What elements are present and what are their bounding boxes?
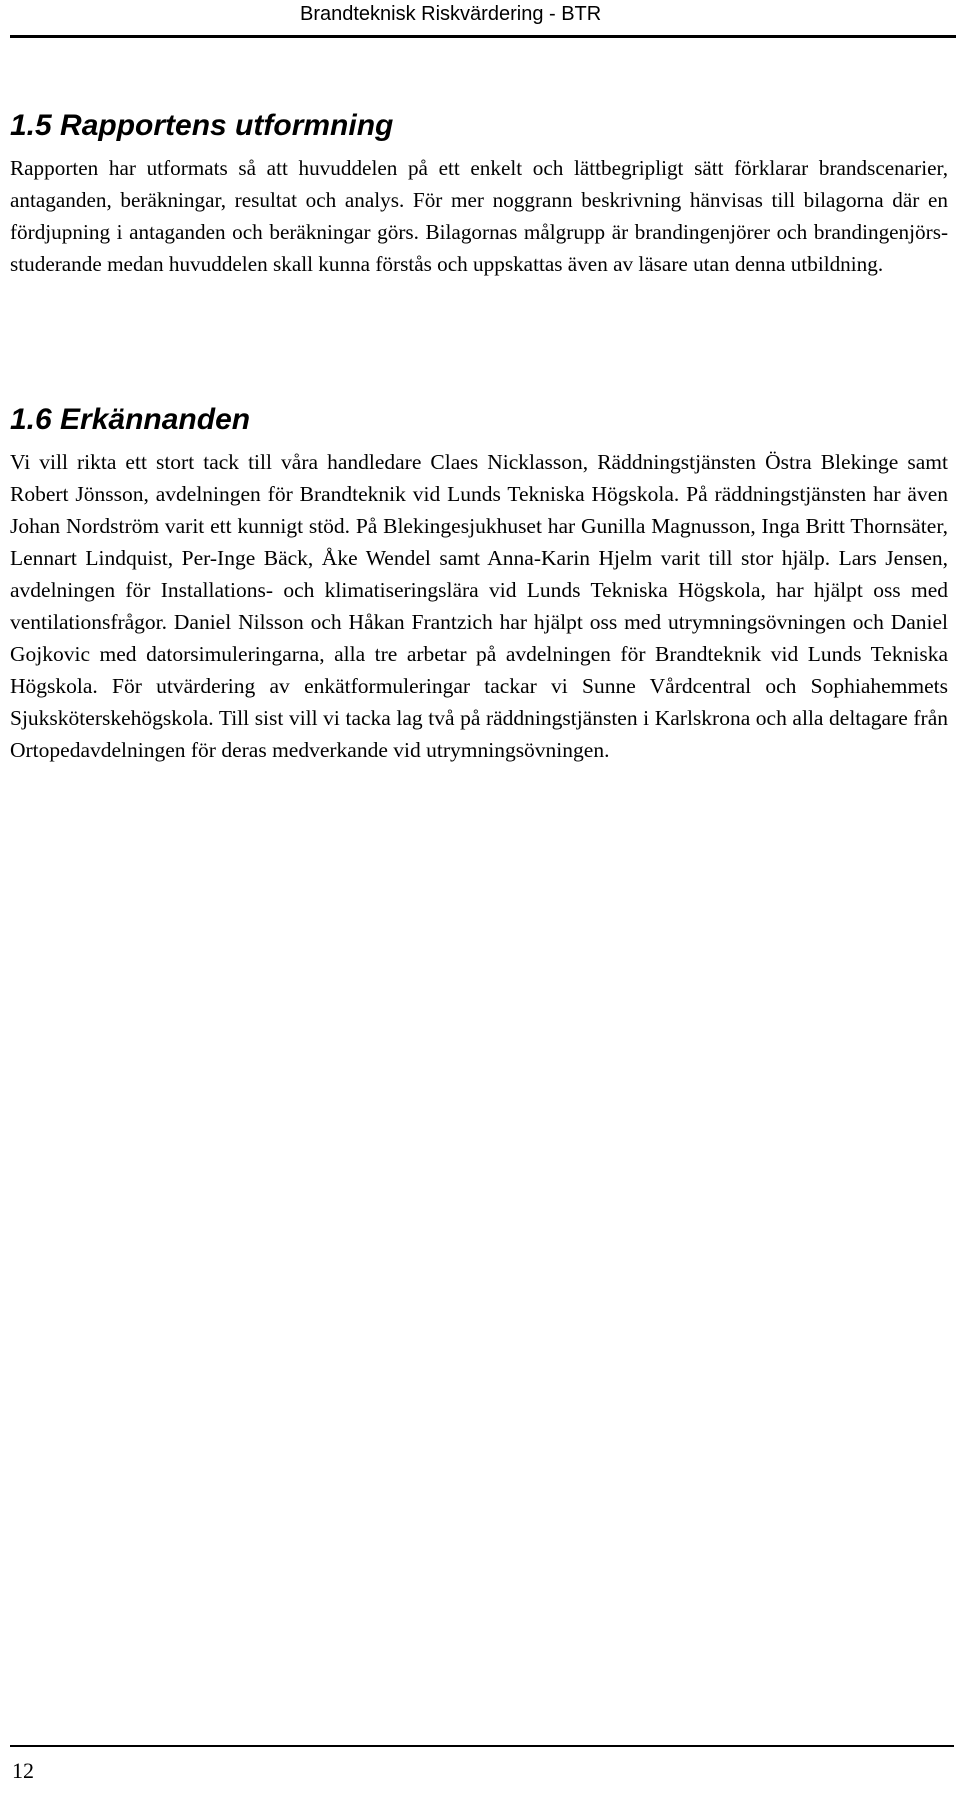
footer-rule xyxy=(10,1745,954,1747)
section-body-rapportens-utformning: Rapporten har utformats så att huvuddelen på ett enkelt och lättbegripligt sätt förklarar brandscenarier, antaganden, beräkningar, resultat och analys. För mer noggrann beskrivning hänvisas till bilagorna där en fördjupning i antaganden och beräkningar görs. Bilagornas målgrupp är brandingenjörer och brandingenjörsstuderande medan huvuddelen skall kunna förstås och uppskattas även av läsare utan denna utbildning. xyxy=(10,156,948,276)
section-heading-rapportens-utformning: 1.5 Rapportens utformning xyxy=(10,109,394,142)
page-number: 12 xyxy=(12,1758,34,1783)
section-body-erkannanden: Vi vill rikta ett stort tack till våra handledare Claes Nicklasson, Räddningstjänsten Östra Blekinge samt Robert Jönsson, avdelningen för Brandteknik vid Lunds Tekniska Högskola. På räddningstjänsten har även Johan Nordström varit ett kunnigt stöd. På Blekingesjukhuset har Gunilla Magnusson, Inga Britt Thornsäter, Lennart Lindquist, Per-Inge Bäck, Åke Wendel samt Anna-Karin Hjelm varit till stor hjälp. Lars Jensen, avdelningen för Installations- och klimatiseringslära vid Lunds Tekniska Högskola, har hjälpt oss med ventilationsfrågor. Daniel Nilsson och Håkan Frantzich har hjälpt oss med utrymningsövningen och Daniel Gojkovic med datorsimuleringarna, alla tre arbetar på avdelningen för Brandteknik vid Lunds Tekniska Högskola. För utvärdering av enkätformuleringar tackar vi Sunne Vårdcentral och Sophiahemmets Sjuksköterskehögskola. Till sist vill vi tacka lag två på räddningstjänsten i Karlskrona och alla deltagare från Ortopedavdelningen för deras medverkande vid utrymningsövningen. xyxy=(10,450,948,762)
section-heading-erkannanden: 1.6 Erkännanden xyxy=(10,403,251,436)
page-header xyxy=(0,0,960,41)
header-rule xyxy=(10,35,956,38)
header-title: Brandteknisk Riskvärdering - BTR xyxy=(300,3,602,25)
